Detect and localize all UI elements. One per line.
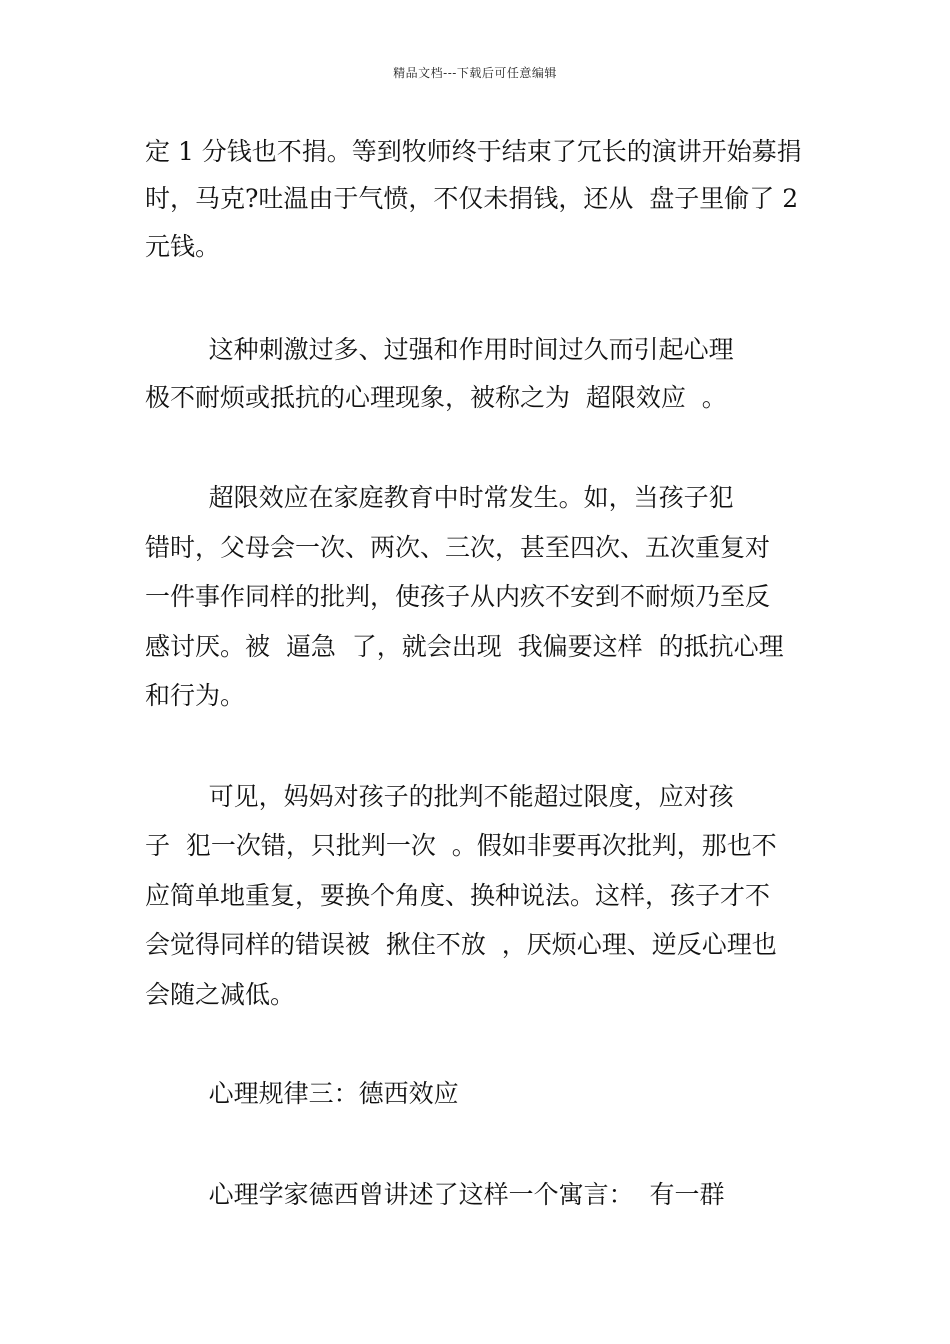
text-line: 心理学家德西曾讲述了这样一个寓言： 有一群 [145, 1180, 725, 1209]
text-line: 一件事作同样的批判，使孩子从内疚不安到不耐烦乃至反 [145, 582, 771, 611]
section-heading: 心理规律三：德西效应 [145, 1079, 459, 1108]
text-line: 会觉得同样的错误被 揪住不放 ，厌烦心理、逆反心理也 [145, 930, 777, 959]
text-line: 会随之减低。 [145, 980, 296, 1009]
text-line: 应简单地重复，要换个角度、换种说法。这样，孩子才不 [145, 881, 771, 910]
text-line: 这种刺激过多、过强和作用时间过久而引起心理 [145, 335, 734, 364]
text-line: 错时，父母会一次、两次、三次，甚至四次、五次重复对 [145, 533, 771, 562]
text-line: 极不耐烦或抵抗的心理现象，被称之为 超限效应 。 [145, 383, 727, 412]
text-line: 子 犯一次错，只批判一次 。假如非要再次批判，那也不 [145, 831, 777, 860]
text-line: 元钱。 [145, 232, 221, 261]
page-header: 精品文档---下载后可任意编辑 [393, 66, 557, 80]
text-line: 时，马克?吐温由于气愤，不仅未捐钱，还从 盘子里偷了 2 [145, 184, 799, 213]
text-line: 定 1 分钱也不捐。等到牧师终于结束了冗长的演讲开始募捐 [145, 137, 802, 166]
text-line: 和行为。 [145, 681, 246, 710]
text-line: 感讨厌。被 逼急 了，就会出现 我偏要这样 的抵抗心理 [145, 632, 784, 661]
text-line: 超限效应在家庭教育中时常发生。如，当孩子犯 [145, 483, 734, 512]
text-line: 可见，妈妈对孩子的批判不能超过限度，应对孩 [145, 782, 734, 811]
